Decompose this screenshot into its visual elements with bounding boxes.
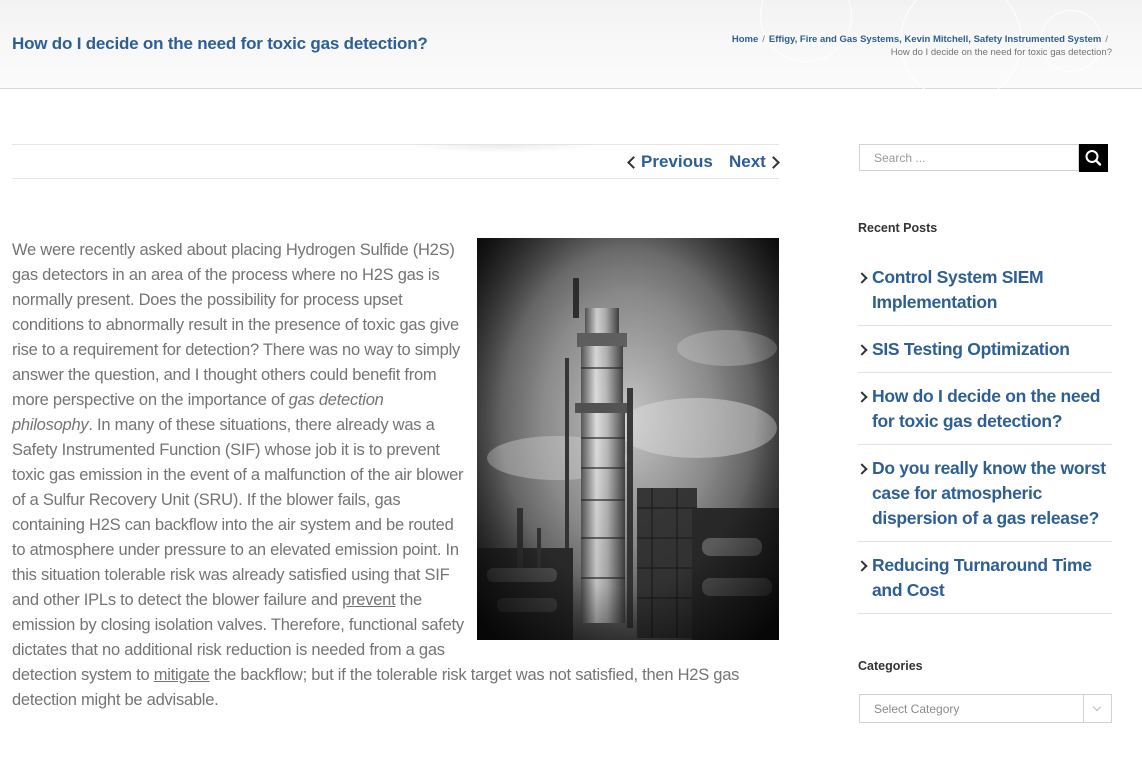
next-post-label: Next bbox=[729, 152, 766, 171]
post-nav-shadow bbox=[402, 145, 602, 153]
recent-posts-title: Recent Posts bbox=[858, 221, 938, 235]
article-text: the emission by closing isolation valves. Therefore, functional safety dictates that no additional risk reduction is needed from a gas detection system to bbox=[12, 591, 464, 684]
refinery-photo bbox=[477, 238, 779, 640]
breadcrumb-separator: / bbox=[1105, 34, 1108, 45]
recent-post-link[interactable]: Reducing Turnaround Time and Cost bbox=[872, 555, 1092, 600]
refinery-distillation-column-photo bbox=[477, 238, 779, 640]
chevron-right-icon bbox=[767, 156, 780, 169]
search-button[interactable] bbox=[1079, 144, 1108, 172]
recent-post-link[interactable]: SIS Testing Optimization bbox=[872, 339, 1070, 359]
article-text: the backflow; but if the tolerable risk target was not satisfied, then H2S gas detection might be advisable. bbox=[12, 666, 740, 709]
recent-post-item bbox=[858, 456, 1112, 542]
recent-post-link[interactable]: Do you really know the worst case for atmospheric dispersion of a gas release? bbox=[872, 458, 1106, 528]
recent-post-item bbox=[858, 384, 1112, 445]
recent-post-link[interactable]: How do I decide on the need for toxic gas detection? bbox=[872, 386, 1101, 431]
page-title-bar bbox=[0, 0, 1142, 89]
article-text: . In many of these situations, there already was a Safety Instrumented Function (SIF) whose job it is to prevent toxic gas emission in the event of a malfunction of the air blower of a Sulfur Recovery Unit (SRU). If the blower fails, gas containing H2S can backflow into the air system and be routed to atmosphere under pressure to an elevated emission point. In this situation tolerable risk was already satisfied using that SIF and other IPLs to detect the blower failure and bbox=[12, 416, 464, 609]
chevron-right-icon bbox=[856, 272, 867, 283]
article-underline: mitigate bbox=[153, 666, 210, 684]
chevron-right-icon bbox=[856, 463, 867, 474]
recent-post-item bbox=[858, 337, 1112, 373]
previous-post-label: Previous bbox=[641, 152, 713, 171]
recent-post-item bbox=[858, 553, 1112, 614]
chevron-right-icon bbox=[856, 344, 867, 355]
category-select-value: Select Category bbox=[874, 702, 960, 716]
chevron-down-icon bbox=[1083, 695, 1111, 722]
chevron-right-icon bbox=[856, 391, 867, 402]
chevron-left-icon bbox=[627, 156, 640, 169]
article-emphasis: gas detection philosophy bbox=[12, 391, 384, 434]
categories-title: Categories bbox=[858, 659, 923, 673]
page-title: How do I decide on the need for toxic gas detection? bbox=[12, 34, 428, 53]
recent-post-link[interactable]: Control System SIEM Implementation bbox=[872, 267, 1044, 312]
breadcrumb-categories-link[interactable]: Effigy, Fire and Gas Systems, Kevin Mitchell, Safety Instrumented System bbox=[768, 34, 1102, 45]
breadcrumb-separator: / bbox=[762, 34, 765, 45]
chevron-right-icon bbox=[856, 560, 867, 571]
previous-post-link[interactable] bbox=[629, 152, 713, 172]
article-underline: prevent bbox=[342, 591, 396, 609]
breadcrumb-current: How do I decide on the need for toxic gas detection? bbox=[890, 47, 1112, 58]
breadcrumb bbox=[732, 33, 1112, 59]
category-select[interactable] bbox=[859, 694, 1112, 723]
article-body bbox=[12, 238, 779, 713]
post-navigation bbox=[12, 144, 779, 179]
recent-post-item bbox=[858, 265, 1112, 326]
search-icon bbox=[1079, 144, 1108, 172]
next-post-link[interactable] bbox=[729, 152, 778, 172]
breadcrumb-home-link[interactable]: Home bbox=[731, 34, 759, 45]
recent-posts-list bbox=[858, 265, 1112, 625]
article-text: We were recently asked about placing Hydrogen Sulfide (H2S) gas detectors in an area of the process where no H2S gas is normally present. Does the possibility for process upset conditions to abnormally result in the presence of toxic gas give rise to a requirement for detection? There was no way to simply answer the question, and I thought others could benefit from more perspective on the importance of bbox=[12, 241, 460, 409]
search-input[interactable] bbox=[859, 144, 1079, 171]
